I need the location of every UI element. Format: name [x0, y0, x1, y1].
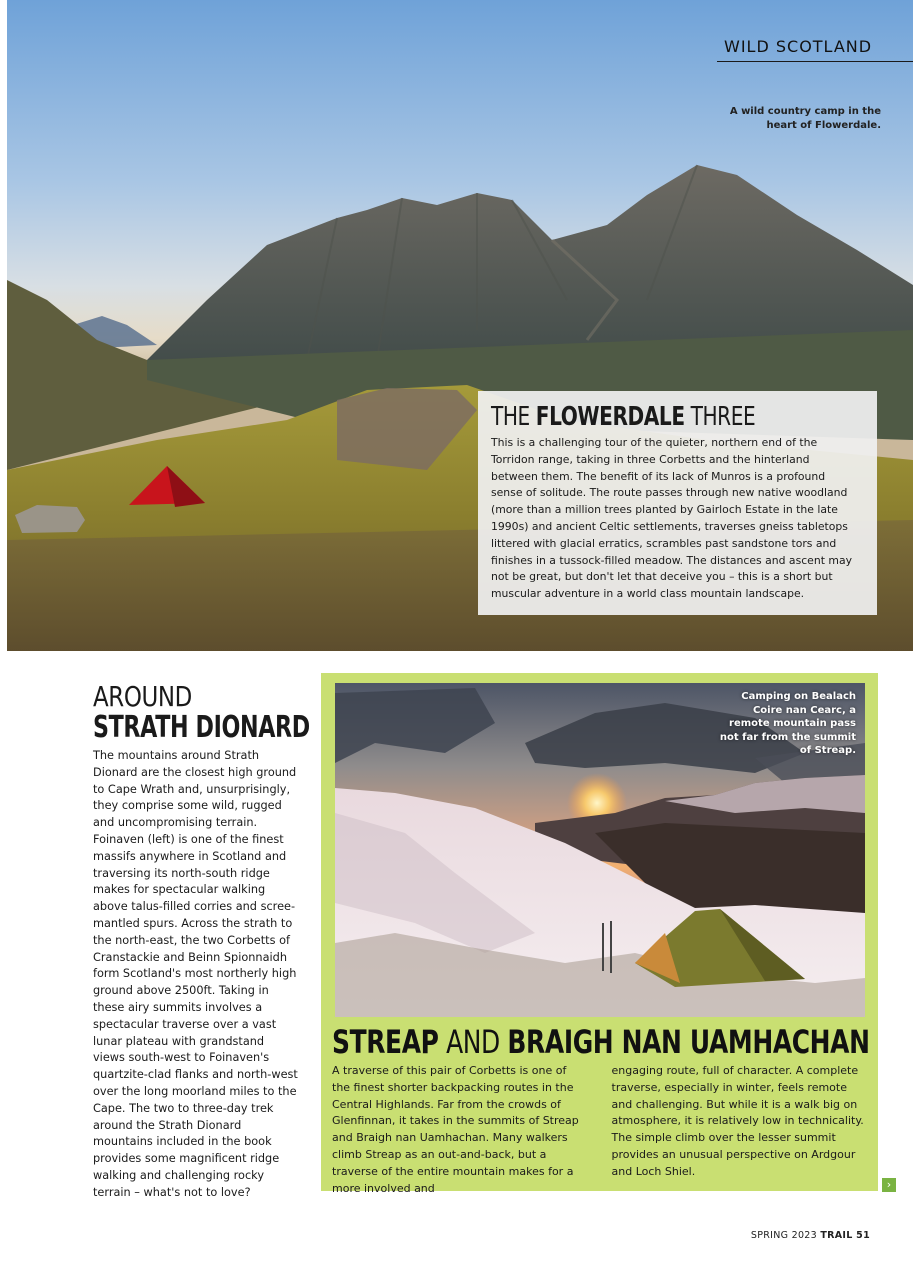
flowerdale-feature-box: [478, 391, 877, 615]
flowerdale-title-bold: FLOWERDALE: [535, 402, 685, 432]
streap-title-bold2: BRAIGH NAN UAMHACHAN: [507, 1023, 870, 1061]
chevron-right-icon: ›: [882, 1178, 896, 1192]
streap-title: [332, 1023, 870, 1061]
flowerdale-title-post: THREE: [684, 402, 756, 432]
streap-title-bold1: STREAP: [332, 1023, 439, 1061]
streap-title-mid: AND: [438, 1023, 508, 1061]
strath-dionard-column: [93, 680, 310, 1202]
footer-season: SPRING 2023: [750, 1230, 821, 1241]
strath-dionard-kicker: AROUND: [93, 680, 192, 713]
hero-photo: [7, 0, 913, 651]
streap-photo: [335, 683, 865, 1017]
flowerdale-title-pre: THE: [491, 402, 536, 432]
flowerdale-body: This is a challenging tour of the quieter, northern end of the Torridon range, taking in three Corbetts and the hinterland between them. The benefit of its lack of Munros is a profound sense of solitude. The route passes through new native woodland (more than a million trees planted by Gairloch Estate in the late 1990s) and ancient Celtic settlements, traverses gneiss tabletops littered with glacial erratics, scrambles past sandstone tors and finishes in a tussock-filled meadow. The distances and ascent may not be great, but don't let that deceive you – this is a short but muscular adventure in a world class mountain landscape.: [491, 436, 853, 601]
streap-column-2: engaging route, full of character. A complete traverse, especially in winter, feels remote and challenging. But while it is a walk big on atmosphere, it is relatively low in technicality. The simple climb over the lesser summit provides an unusual perspective on Ardgour and Loch Shiel.: [611, 1064, 864, 1178]
section-label: WILD SCOTLAND: [717, 36, 913, 62]
streap-columns: [332, 1063, 867, 1197]
hero-photo-caption: A wild country camp in the heart of Flowerdale.: [729, 106, 881, 131]
strath-dionard-title: STRATH DIONARD: [93, 710, 310, 745]
page-footer: [751, 1230, 870, 1241]
streap-panel: [321, 673, 878, 1195]
flowerdale-title: [491, 401, 813, 433]
strath-dionard-body: The mountains around Strath Dionard are the closest high ground to Cape Wrath and, unsurprisingly, they comprise some wild, rugged and uncompromising terrain. Foinaven (left) is one of the finest massifs anywhere in Scotland and traversing its north-south ridge makes for spectacular walking above talus-filled corries and scree-mantled spurs. Across the strath to the north-east, the two Corbetts of Cranstackie and Beinn Spionnaidh form Scotland's most northerly high ground above 2500ft. Taking in these airy summits involves a spectacular traverse over a vast lunar plateau with grandstand views south-west to Foinaven's quartzite-clad flanks and north-west over the long moorland miles to the Cape. The two to three-day trek around the Strath Dionard mountains included in the book provides some magnificent ridge walking and challenging rocky terrain – what's not to love?: [93, 749, 298, 1199]
streap-column-1: A traverse of this pair of Corbetts is one of the finest shorter backpacking routes in the Central Highlands. Far from the crowds of Glenfinnan, it takes in the summits of Streap and Braigh nan Uamhachan. Many walkers climb Streap as an out-and-back, but a traverse of the entire mountain makes for a more involved and: [332, 1064, 579, 1195]
streap-photo-caption: Camping on Bealach Coire nan Cearc, a remote mountain pass not far from the summit of Streap.: [719, 691, 856, 756]
footer-page-number: 51: [852, 1230, 870, 1241]
footer-magazine: TRAIL: [820, 1230, 853, 1241]
